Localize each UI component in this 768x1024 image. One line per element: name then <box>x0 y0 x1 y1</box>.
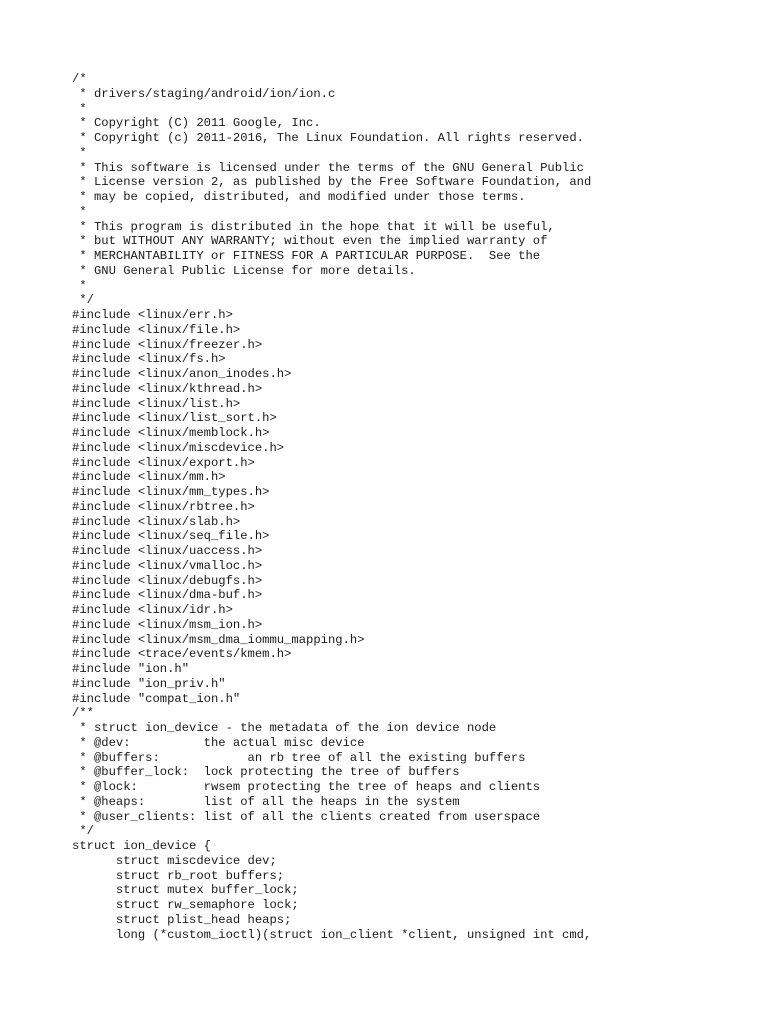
code-line: * <box>72 278 87 293</box>
code-line: #include <linux/freezer.h> <box>72 337 263 352</box>
code-line: * @user_clients: list of all the clients created from userspace <box>72 809 541 824</box>
source-code-page <box>72 72 752 942</box>
code-line: struct rb_root buffers; <box>72 868 285 883</box>
code-line: #include <linux/rbtree.h> <box>72 499 255 514</box>
code-line: long (*custom_ioctl)(struct ion_client *client, unsigned int cmd, <box>72 927 592 942</box>
code-line: * @lock: rwsem protecting the tree of heaps and clients <box>72 780 541 794</box>
code-line: */ <box>72 824 94 839</box>
code-line: struct rw_semaphore lock; <box>72 898 299 912</box>
code-line: * @dev: the actual misc device <box>72 735 365 750</box>
code-line: #include <linux/anon_inodes.h> <box>72 367 292 381</box>
code-line: * GNU General Public License for more details. <box>72 263 416 278</box>
code-line: #include <linux/list.h> <box>72 396 241 411</box>
code-line: * This software is licensed under the terms of the GNU General Public <box>72 160 584 175</box>
code-line: #include <linux/mm_types.h> <box>72 485 270 499</box>
code-line: #include <linux/list_sort.h> <box>72 411 277 426</box>
code-line: * but WITHOUT ANY WARRANTY; without even the implied warranty of <box>72 234 548 249</box>
code-line: * <box>72 101 87 116</box>
code-line: #include "compat_ion.h" <box>72 691 241 706</box>
code-line: #include "ion_priv.h" <box>72 676 226 691</box>
code-line: * @heaps: list of all the heaps in the system <box>72 794 460 809</box>
code-line: #include <linux/idr.h> <box>72 603 233 617</box>
code-line: * may be copied, distributed, and modified under those terms. <box>72 190 526 204</box>
code-line: #include <linux/kthread.h> <box>72 381 263 396</box>
code-line: */ <box>72 293 94 308</box>
code-line: * Copyright (C) 2011 Google, Inc. <box>72 116 321 131</box>
code-line: #include <linux/dma-buf.h> <box>72 588 263 603</box>
code-line: #include <linux/err.h> <box>72 308 233 322</box>
code-line: #include <linux/export.h> <box>72 455 255 470</box>
code-line: #include <linux/fs.h> <box>72 352 226 367</box>
code-line: struct miscdevice dev; <box>72 853 277 868</box>
code-line: #include "ion.h" <box>72 662 190 676</box>
code-line: * <box>72 204 87 219</box>
code-line: /* <box>72 72 87 86</box>
code-line: #include <linux/mm.h> <box>72 470 226 485</box>
code-line: #include <linux/debugfs.h> <box>72 573 263 588</box>
code-line: #include <linux/memblock.h> <box>72 426 270 440</box>
code-line: #include <trace/events/kmem.h> <box>72 647 292 662</box>
code-line: #include <linux/seq_file.h> <box>72 529 270 544</box>
code-line: * @buffers: an rb tree of all the existing buffers <box>72 750 526 765</box>
code-line: #include <linux/msm_dma_iommu_mapping.h> <box>72 632 365 647</box>
code-line: * struct ion_device - the metadata of the ion device node <box>72 721 497 735</box>
code-line: * <box>72 145 87 160</box>
code-line: #include <linux/vmalloc.h> <box>72 558 263 573</box>
code-line: * This program is distributed in the hope that it will be useful, <box>72 219 555 234</box>
code-line: * drivers/staging/android/ion/ion.c <box>72 86 336 101</box>
code-line: struct ion_device { <box>72 839 211 853</box>
code-line: #include <linux/file.h> <box>72 322 241 337</box>
code-line: * Copyright (c) 2011-2016, The Linux Foundation. All rights reserved. <box>72 131 584 145</box>
code-line: #include <linux/msm_ion.h> <box>72 617 263 632</box>
code-line: #include <linux/slab.h> <box>72 514 241 529</box>
code-line: * MERCHANTABILITY or FITNESS FOR A PARTICULAR PURPOSE. See the <box>72 249 541 263</box>
code-line: #include <linux/miscdevice.h> <box>72 440 285 455</box>
code-line: /** <box>72 706 94 721</box>
code-line: struct plist_head heaps; <box>72 912 292 927</box>
code-line: struct mutex buffer_lock; <box>72 883 299 898</box>
code-line: #include <linux/uaccess.h> <box>72 544 263 558</box>
code-line: * License version 2, as published by the Free Software Foundation, and <box>72 175 592 190</box>
code-line: * @buffer_lock: lock protecting the tree of buffers <box>72 765 460 780</box>
